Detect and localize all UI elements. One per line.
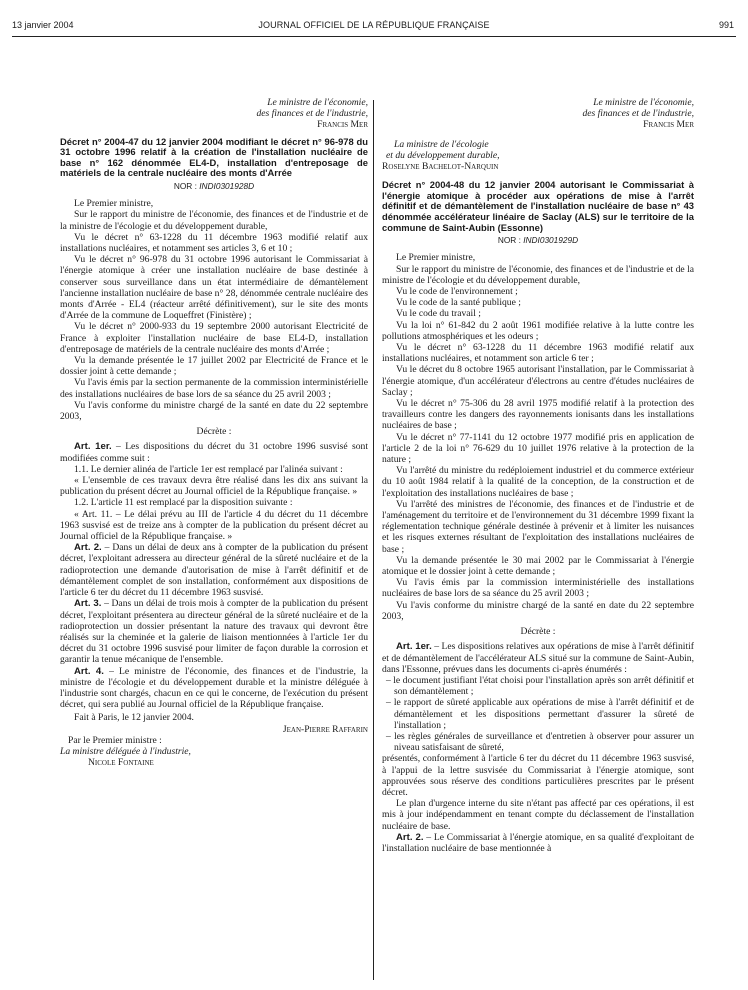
list-item: – les règles générales de surveillance et d'entretien à observer pour assurer un niveau satisfaisant de sûreté, [386,730,694,754]
paragraph: Vu l'avis conforme du ministre chargé de la santé en date du 22 septembre 2003, [60,399,368,423]
nor-label: NOR : [173,180,197,191]
paragraph: Vu le code du travail ; [396,308,481,320]
article-text: – Les dispositions relatives aux opérations de mise à l'arrêt définitif et de démantèlement de l'accélérateur ALS situé sur la commune de Saint-Aubin, dans l'Essonne, prévues dans les documents ci-après énumérés : [382,641,694,675]
paragraph: Vu l'avis émis par la section permanente de la commission interministérielle des installations nucléaires de base lors de sa séance du 25 avril 2003 ; [60,377,368,400]
sig-line: La ministre de l'écologie [394,138,489,150]
decrete-heading: Décrète : [520,626,556,638]
par-pm: Par le Premier ministre : [68,734,162,746]
paragraph: Sur le rapport du ministre de l'économie, des finances et de l'industrie et de la ministre de l'écologie et du développement durable, [60,209,368,232]
paragraph: Vu le décret n° 63-1228 du 11 décembre 1963 modifié relatif aux installations nucléaires, et notamment ses articles 3, 6 et 10 ; [60,231,368,254]
signature-top-left [60,97,368,131]
paragraph: Vu la loi n° 61-842 du 2 août 1961 modifiée relative à la lutte contre les pollutions atmosphériques et les odeurs ; [382,319,694,342]
sig-line: et du développement durable, [386,149,500,161]
nor-label: NOR : [497,235,521,246]
sig-name: Francis Mer [643,119,694,131]
paragraph: Vu le décret n° 63-1228 du 11 décembre 1963 modifié relatif aux installations nucléaires, et notamment son article 6 ter ; [382,342,694,365]
article-2 [382,832,694,854]
document-list [382,675,694,753]
paragraph: Le Premier ministre, [74,198,154,210]
article-label: Art. 2. [74,542,102,554]
list-item: – le document justifiant l'état choisi pour l'installation après son arrêt définitif et son démantèlement ; [386,674,694,698]
article-3 [60,598,368,665]
article-text: – Les dispositions du décret du 31 octobre 1996 susvisé sont modifiées comme suit : [60,441,368,464]
paragraph: présentés, conformément à l'article 6 ter du décret du 11 décembre 1963 susvisé, à l'appui de la lettre susvisée du Commissariat à l'énergie atomique, sont approuvées sous réserve des conditions particulières prescrites par le présent décret. [382,753,694,798]
paragraph: « Art. 11. – Le délai prévu au III de l'article 4 du décret du 11 décembre 1963 susvisé est de treize ans à compter de la publication du présent décret au Journal officiel de la République française. » [60,508,368,543]
page-header [12,20,736,34]
signature-top-right [382,97,694,131]
article-label: Art. 3. [74,598,102,610]
bottom-sig-name: Nicole Fontaine [88,757,154,769]
decree-title: Décret n° 2004-48 du 12 janvier 2004 autorisant le Commissariat à l'énergie atomique à procéder aux opérations de mise à l'arrêt définitif et de démantèlement de l'installation nucléaire de base n° 43 dénommée accélérateur linéaire de Saclay (ALS) sur le territoire de la commune de Saint-Aubin (Essonne) [382,179,694,233]
article-1 [382,641,694,675]
paragraph: 1.1. Le dernier alinéa de l'article 1er est remplacé par l'alinéa suivant : [74,463,343,475]
paragraph: Vu le décret n° 75-306 du 28 avril 1975 modifié relatif à la protection des travailleurs contre les dangers des rayonnements ionisants dans les installations nucléaires de base ; [382,398,694,432]
bottom-sig-role: La ministre déléguée à l'industrie, [60,745,191,757]
article-text: – Dans un délai de deux ans à compter de la publication du présent décret, l'exploitant adressera au directeur général de la sûreté nucléaire et de la radioprotection une demande d'autorisation de mise à l'arrêt définitif et de démantèlement complet de son installation, conformément aux dispositions de l'article 6 ter du décret du 11 décembre 1963 susvisé. [60,542,368,599]
list-item: – le rapport de sûreté applicable aux opérations de mise à l'arrêt définitif et de démantèlement et les dispositions permettant d'assurer la sûreté de l'installation ; [386,697,694,731]
article-1 [60,441,368,463]
sig-line: des finances et de l'industrie, [256,108,368,120]
journal-title: JOURNAL OFFICIEL DE LA RÉPUBLIQUE FRANÇAISE [258,20,490,30]
paragraph: Vu le décret n° 77-1141 du 12 octobre 1977 modifié pris en application de l'article 2 de la loi n° 76-629 du 10 juillet 1976 relative à la protection de la nature ; [382,431,694,466]
paragraph: Vu l'avis conforme du ministre chargé de la santé en date du 22 septembre 2003, [382,599,694,622]
paragraph: Vu le code de la santé publique ; [396,297,521,309]
paragraph: Vu la demande présentée le 30 mai 2002 par le Commissariat à l'énergie atomique et le dossier joint à cette demande ; [382,554,694,578]
article-2 [60,542,368,598]
header-date: 13 janvier 2004 [12,20,74,30]
paragraph: Vu l'arrêté des ministres de l'économie, des finances et de l'industrie et de l'aménagement du territoire et de l'environnement du 31 décembre 1999 fixant la réglementation technique générale destinée à prévenir et à limiter les nuisances et les risques externes résultant de l'exploitation des installations nucléaires de base ; [382,498,694,555]
paragraph: Vu l'arrêté du ministre du redéploiement industriel et du commerce extérieur du 10 août 1984 relatif à la qualité de la conception, de la construction et de l'exploitation des installations nucléaires de base ; [382,465,694,499]
article-label: Art. 1er. [396,641,432,653]
header-rule [12,36,736,37]
article-label: Art. 2. [396,831,424,843]
paragraph: Le Premier ministre, [396,252,476,264]
signature-ecologie [382,139,694,173]
paragraph: Vu le code de l'environnement ; [396,286,518,297]
right-column [382,97,694,854]
nor-reference [382,235,694,246]
pm-signature [60,724,368,735]
article-4 [60,666,368,711]
sig-line: Le ministre de l'économie, [593,97,694,108]
paragraph: Vu la demande présentée le 17 juillet 2002 par Electricité de France et le dossier joint à cette demande ; [60,355,368,378]
article-label: Art. 1er. [74,441,112,453]
nor-reference [60,181,368,192]
paragraph: Vu le décret du 8 octobre 1965 autorisant l'installation, par le Commissariat à l'énergie atomique, d'un accélérateur d'électrons au centre d'études nucléaires de Saclay ; [382,364,694,398]
decrete-heading: Décrète : [196,426,232,438]
page-number: 991 [718,20,734,30]
article-text: – Le ministre de l'économie, des finances et de l'industrie, la ministre de l'écologie et du développement durable et la ministre déléguée à l'industrie sont chargés, chacun en ce qui le concerne, de l'exécution du présent décret, qui sera publié au Journal officiel de la République française. [60,665,368,711]
nor-code: INDI0301928D [199,180,255,191]
paragraph: Vu le décret n° 2000-933 du 19 septembre 2000 autorisant Electricité de France à exploiter l'installation nucléaire de base EL4-D, installation d'entreposage de matériels de la centrale nucléaire des monts d'Arrée ; [60,321,368,355]
paragraph: Vu l'avis émis par la commission interministérielle des installations nucléaires de base lors de sa séance du 25 avril 2003 ; [382,577,694,600]
paragraph: 1.2. L'article 11 est remplacé par la disposition suivante : [74,497,293,509]
paragraph: Sur le rapport du ministre de l'économie, des finances et de l'industrie et de la ministre de l'écologie et du développement durable, [382,263,694,286]
column-divider [373,100,374,980]
fait-date: Fait à Paris, le 12 janvier 2004. [74,712,194,724]
paragraph: « L'ensemble de ces travaux devra être réalisé dans les dix ans suivant la publication du présent décret au Journal officiel de la République française. » [60,475,368,498]
sig-line: Le ministre de l'économie, [267,97,368,108]
left-column [60,97,368,768]
sig-name: Roselyne Bachelot-Narquin [382,161,499,173]
paragraph: Vu le décret n° 96-978 du 31 octobre 1996 autorisant le Commissariat à l'énergie atomique à créer une installation nucléaire de base destinée à conserver sous surveillance dans un état intermédiaire de démantèlement l'ancienne installation nucléaire de base n° 28, dénommée centrale nucléaire des monts d'Arrée - EL4 (réacteur arrêté définitivement), sur le site des monts d'Arrée de la commune de Loqueffret (Finistère) ; [60,254,368,322]
article-text: – Le Commissariat à l'énergie atomique, en sa qualité d'exploitant de l'installation nucléaire de base mentionnée à [382,831,694,854]
article-label: Art. 4. [74,665,104,677]
sig-name: Francis Mer [317,119,368,131]
sig-name: Jean-Pierre Raffarin [282,723,368,735]
nor-code: INDI0301929D [523,235,579,246]
sig-line: des finances et de l'industrie, [582,108,694,120]
decree-title: Décret n° 2004-47 du 12 janvier 2004 modifiant le décret n° 96-978 du 31 octobre 1996 relatif à la création de l'installation nucléaire de base n° 162 dénommée EL4-D, installation d'entreposage de matériels de la centrale nucléaire des monts d'Arrée [60,135,368,179]
paragraph: Le plan d'urgence interne du site n'étant pas affecté par ces opérations, il est mis à jour indépendamment en tenant compte du déclassement de l'installation nucléaire de base. [382,798,694,832]
article-text: – Dans un délai de trois mois à compter de la publication du présent décret, l'exploitant présentera au directeur général de la sûreté nucléaire et de la radioprotection un dossier présentant la nature des travaux qui devront être réalisés sur la cheminée et la galerie de liaison mentionnées à l'article 1er du décret du 31 octobre 1996 susvisé pour limiter de façon durable la corrosion et garantir la tenue mécanique de l'ensemble. [60,598,368,666]
